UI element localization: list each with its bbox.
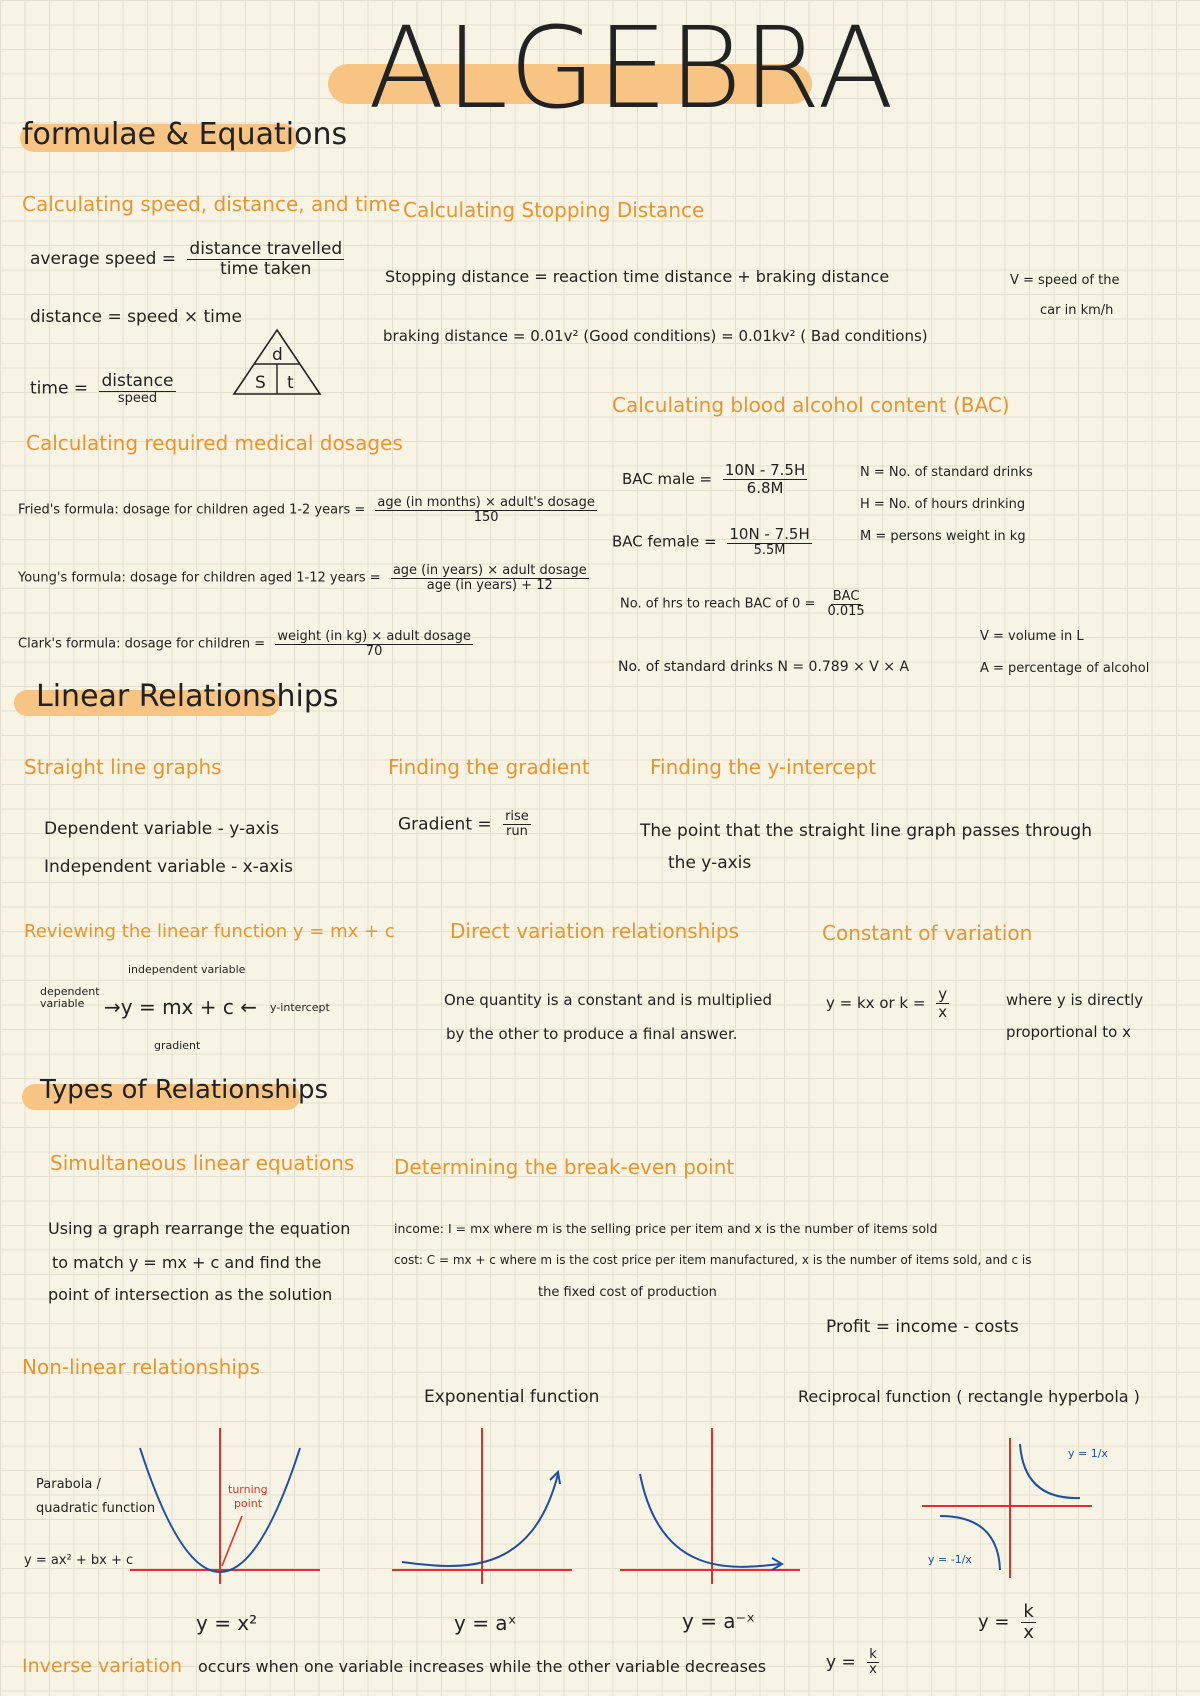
young-lhs: Young's formula: dosage for children aged 1-12 years = — [18, 570, 381, 586]
gradient-num: rise — [505, 809, 529, 824]
bac-male-lhs: BAC male = — [622, 469, 713, 488]
bac-hours-fraction — [825, 590, 866, 620]
profit-line: Profit = income - costs — [826, 1317, 1019, 1337]
independent-label: independent variable — [128, 963, 246, 976]
rec-neg-label: y = -1/x — [928, 1553, 972, 1566]
constant-note-2: proportional to x — [1006, 1023, 1131, 1041]
intercept-line-2: the y-axis — [668, 853, 752, 873]
alcohol-note: A = percentage of alcohol — [980, 661, 1150, 676]
bac-female-fraction — [727, 526, 811, 558]
linear-fn-eq: →y = mx + c ← — [104, 995, 257, 1019]
section-title-formulae: formulae & Equations — [22, 117, 348, 152]
bac-hours — [620, 590, 873, 620]
bac-female-den: 5.5M — [753, 542, 786, 558]
gradient-heading: Finding the gradient — [388, 755, 590, 779]
bac-male-fraction — [723, 462, 807, 496]
bac-female-lhs: BAC female = — [612, 532, 717, 551]
cost-line-2: the fixed cost of production — [538, 1285, 717, 1300]
avg-speed-den: time taken — [220, 258, 312, 279]
avg-speed-formula — [30, 240, 350, 278]
caption-reciprocal — [978, 1602, 1042, 1643]
v-note-2: car in km/h — [1040, 303, 1114, 318]
simultaneous-line-1: Using a graph rearrange the equation — [48, 1219, 351, 1238]
intercept-line-1: The point that the straight line graph passes through — [640, 821, 1092, 841]
caption-neg-exponential: y = a⁻ˣ — [682, 1609, 755, 1633]
caption-reciprocal-fraction — [1021, 1602, 1036, 1643]
time-lhs: time = — [30, 378, 89, 399]
parabola-label-2: quadratic function — [36, 1501, 156, 1516]
stopping-eq: Stopping distance = reaction time distance + braking distance — [385, 267, 890, 286]
constant-note-1: where y is directly — [1006, 991, 1144, 1009]
triangle-s: S — [255, 373, 266, 393]
simultaneous-heading: Simultaneous linear equations — [50, 1151, 355, 1175]
neg-exponential-graph — [620, 1426, 810, 1586]
inverse-heading: Inverse variation — [22, 1655, 183, 1677]
simultaneous-line-2: to match y = mx + c and find the — [52, 1253, 322, 1272]
income-line: income: I = mx where m is the selling price per item and x is the number of items sold — [394, 1221, 938, 1236]
constant-lhs: y = kx or k = — [826, 993, 926, 1012]
cost-line: cost: C = mx + c where m is the cost price per item manufactured, x is the number of items sold, and c is — [394, 1253, 1032, 1267]
young-fraction — [391, 564, 589, 594]
turning-point-arrow — [222, 1516, 242, 1566]
parabola-graph — [130, 1426, 320, 1586]
triangle-t: t — [287, 373, 294, 393]
clark-lhs: Clark's formula: dosage for children = — [18, 636, 266, 652]
inverse-den: x — [869, 1662, 877, 1678]
stopping-heading: Calculating Stopping Distance — [403, 198, 705, 222]
breakeven-heading: Determining the break-even point — [394, 1155, 735, 1179]
h-note: H = No. of hours drinking — [860, 497, 1026, 512]
linear-fn-heading: Reviewing the linear function y = mx + c — [24, 921, 395, 942]
simultaneous-line-3: point of intersection as the solution — [48, 1285, 333, 1304]
time-den: speed — [117, 390, 158, 406]
nonlinear-heading: Non-linear relationships — [22, 1355, 260, 1379]
neg-exp-curve — [640, 1474, 780, 1567]
rec-pos-label: y = 1/x — [1068, 1447, 1108, 1460]
constant-fraction — [936, 986, 949, 1020]
young-den: age (in years) + 12 — [426, 578, 553, 594]
direct-heading: Direct variation relationships — [450, 919, 740, 943]
bac-hours-lhs: No. of hrs to reach BAC of 0 = — [620, 596, 816, 612]
parabola-label-1: Parabola / — [36, 1477, 101, 1492]
gradient-fraction — [503, 810, 531, 840]
young-num: age (in years) × adult dosage — [392, 563, 587, 578]
straight-heading: Straight line graphs — [24, 755, 222, 779]
caption-parabola: y = x² — [196, 1611, 258, 1635]
bac-heading: Calculating blood alcohol content (BAC) — [612, 393, 1010, 417]
inverse-formula — [826, 1648, 885, 1678]
independent-variable: Independent variable - x-axis — [44, 857, 293, 877]
bac-male — [622, 462, 813, 496]
inverse-num: k — [869, 1647, 877, 1662]
bac-male-den: 6.8M — [746, 478, 784, 497]
dosage-heading: Calculating required medical dosages — [26, 431, 403, 455]
page-title: ALGEBRA — [368, 4, 895, 134]
n-note: N = No. of standard drinks — [860, 465, 1033, 480]
intercept-heading: Finding the y-intercept — [650, 755, 877, 779]
caption-reciprocal-den: x — [1023, 1621, 1034, 1643]
gradient-den: run — [506, 824, 528, 840]
caption-reciprocal-num: k — [1023, 1601, 1034, 1622]
caption-exponential: y = aˣ — [454, 1611, 517, 1635]
clark-formula — [18, 630, 479, 660]
section-title-linear: Linear Relationships — [36, 679, 339, 714]
inverse-lhs: y = — [826, 1652, 856, 1673]
constant-eq — [826, 986, 955, 1020]
turning-label-1: turning — [228, 1483, 268, 1496]
section-title-types: Types of Relationships — [40, 1075, 329, 1105]
fried-formula — [18, 496, 603, 526]
young-formula — [18, 564, 595, 594]
fried-fraction — [375, 496, 596, 526]
fried-num: age (in months) × adult's dosage — [377, 495, 595, 510]
time-fraction — [99, 372, 175, 406]
constant-den: x — [938, 1002, 948, 1021]
m-note: M = persons weight in kg — [860, 529, 1026, 544]
bac-male-num: 10N - 7.5H — [724, 461, 806, 479]
braking-eq: braking distance = 0.01v² (Good conditions) = 0.01kv² ( Bad conditions) — [383, 327, 928, 345]
inverse-text: occurs when one variable increases while the other variable decreases — [198, 1657, 767, 1676]
reciprocal-heading: Reciprocal function ( rectangle hyperbola ) — [798, 1387, 1140, 1406]
distance-formula: distance = speed × time — [30, 307, 242, 327]
clark-fraction — [275, 630, 473, 660]
exponential-graph — [392, 1426, 582, 1586]
speed-heading: Calculating speed, distance, and time — [22, 192, 401, 216]
standard-drinks: No. of standard drinks N = 0.789 × V × A — [618, 659, 910, 675]
direct-line-1: One quantity is a constant and is multiplied — [444, 991, 772, 1009]
avg-speed-fraction — [187, 240, 344, 278]
caption-reciprocal-lhs: y = — [978, 1611, 1010, 1633]
time-num: distance — [101, 371, 174, 391]
exponential-heading: Exponential function — [424, 1387, 600, 1407]
gradient-formula — [398, 810, 537, 840]
fried-lhs: Fried's formula: dosage for children aged 1-2 years = — [18, 502, 366, 518]
volume-note: V = volume in L — [980, 629, 1084, 644]
turning-label-2: point — [234, 1497, 263, 1510]
time-formula — [30, 372, 182, 406]
clark-den: 70 — [365, 644, 383, 660]
gradient-lhs: Gradient = — [398, 814, 492, 835]
parabola-eq: y = ax² + bx + c — [24, 1553, 134, 1568]
bac-hours-num: BAC — [832, 589, 860, 604]
exp-curve — [402, 1474, 558, 1566]
bac-female-num: 10N - 7.5H — [729, 525, 810, 543]
bac-female — [612, 526, 818, 558]
avg-speed-lhs: average speed = — [30, 248, 177, 269]
bac-hours-den: 0.015 — [827, 604, 865, 620]
dependent-variable: Dependent variable - y-axis — [44, 819, 280, 839]
y-intercept-label: y-intercept — [270, 1001, 330, 1014]
inverse-fraction — [867, 1648, 879, 1678]
fried-den: 150 — [473, 510, 499, 526]
direct-line-2: by the other to produce a final answer. — [446, 1025, 738, 1043]
constant-num: y — [938, 985, 948, 1003]
gradient-label: gradient — [154, 1039, 201, 1052]
clark-num: weight (in kg) × adult dosage — [277, 629, 471, 644]
dependent-label: dependent variable — [40, 985, 100, 1011]
triangle-d: d — [272, 345, 283, 365]
avg-speed-num: distance travelled — [189, 239, 343, 259]
v-note-1: V = speed of the — [1010, 273, 1120, 288]
constant-heading: Constant of variation — [822, 921, 1033, 945]
